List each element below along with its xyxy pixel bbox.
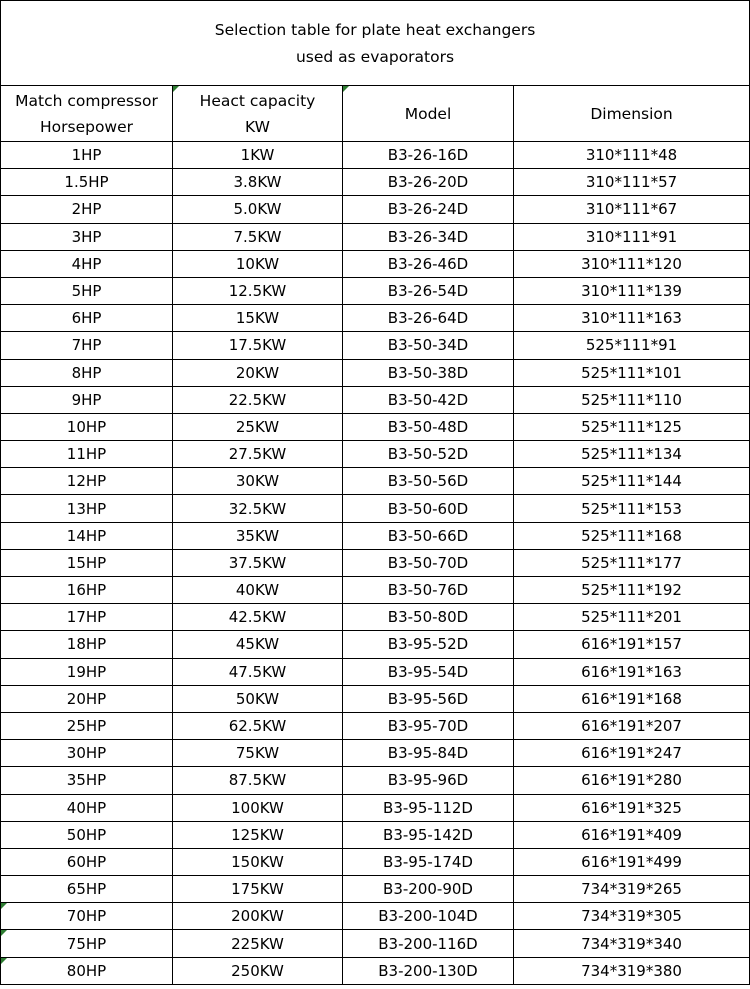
cell-capacity[interactable]	[173, 142, 343, 169]
cell-horsepower[interactable]	[1, 359, 173, 386]
cell-dimension-value: 310*111*163	[581, 309, 682, 328]
cell-horsepower-value: 20HP	[66, 689, 107, 708]
table-row	[1, 522, 750, 549]
cell-comment-marker	[1, 903, 7, 909]
cell-model-value: B3-26-24D	[387, 200, 469, 219]
cell-horsepower[interactable]	[1, 957, 173, 984]
cell-dimension[interactable]	[514, 277, 750, 304]
cell-horsepower[interactable]	[1, 903, 173, 930]
cell-horsepower[interactable]	[1, 767, 173, 794]
table-row	[1, 685, 750, 712]
cell-horsepower-value: 16HP	[66, 581, 107, 600]
cell-dimension-value: 525*111*110	[581, 390, 682, 409]
cell-horsepower[interactable]	[1, 468, 173, 495]
cell-horsepower-value: 40HP	[66, 798, 107, 817]
cell-horsepower[interactable]	[1, 441, 173, 468]
cell-capacity-value: 35KW	[235, 526, 280, 545]
cell-dimension[interactable]	[514, 413, 750, 440]
cell-capacity[interactable]	[173, 848, 343, 875]
table-row	[1, 876, 750, 903]
cell-horsepower-value: 14HP	[66, 526, 107, 545]
header-dimension[interactable]	[514, 86, 750, 142]
cell-model[interactable]	[343, 522, 514, 549]
cell-horsepower-value: 12HP	[66, 472, 107, 491]
cell-model-value: B3-95-112D	[383, 798, 473, 817]
cell-model[interactable]	[343, 332, 514, 359]
header-horsepower-line-1: Match compressor	[15, 91, 158, 110]
cell-model[interactable]	[343, 740, 514, 767]
cell-horsepower-value: 9HP	[71, 390, 102, 409]
cell-horsepower-value: 25HP	[66, 717, 107, 736]
table-row	[1, 767, 750, 794]
cell-model[interactable]	[343, 386, 514, 413]
cell-horsepower[interactable]	[1, 577, 173, 604]
cell-model-value: B3-50-56D	[387, 472, 469, 491]
cell-capacity-value: 125KW	[231, 825, 284, 844]
cell-dimension[interactable]	[514, 740, 750, 767]
cell-capacity-value: 3.8KW	[233, 173, 282, 192]
cell-dimension[interactable]	[514, 604, 750, 631]
cell-horsepower-value: 18HP	[66, 635, 107, 654]
cell-model[interactable]	[343, 549, 514, 576]
cell-dimension-value: 616*191*157	[581, 635, 682, 654]
cell-horsepower[interactable]	[1, 142, 173, 169]
cell-dimension-value: 734*319*340	[581, 934, 682, 953]
cell-model-value: B3-200-130D	[378, 961, 478, 980]
cell-horsepower[interactable]	[1, 631, 173, 658]
table-row	[1, 631, 750, 658]
cell-model[interactable]	[343, 169, 514, 196]
cell-horsepower-value: 30HP	[66, 744, 107, 763]
cell-capacity[interactable]	[173, 196, 343, 223]
cell-model[interactable]	[343, 930, 514, 957]
cell-dimension[interactable]	[514, 359, 750, 386]
cell-model[interactable]	[343, 577, 514, 604]
cell-model-value: B3-50-34D	[387, 336, 469, 355]
cell-capacity-value: 1KW	[240, 146, 275, 165]
cell-capacity-value: 7.5KW	[233, 227, 282, 246]
cell-capacity-value: 30KW	[235, 472, 280, 491]
cell-horsepower-value: 3HP	[71, 227, 102, 246]
cell-capacity[interactable]	[173, 441, 343, 468]
cell-horsepower-value: 1HP	[71, 146, 102, 165]
cell-model[interactable]	[343, 359, 514, 386]
cell-model[interactable]	[343, 495, 514, 522]
cell-dimension[interactable]	[514, 441, 750, 468]
cell-capacity[interactable]	[173, 386, 343, 413]
cell-capacity-value: 37.5KW	[228, 553, 287, 572]
cell-dimension[interactable]	[514, 903, 750, 930]
cell-horsepower[interactable]	[1, 332, 173, 359]
cell-capacity[interactable]	[173, 522, 343, 549]
cell-dimension-value: 525*111*153	[581, 499, 682, 518]
cell-model[interactable]	[343, 468, 514, 495]
table-title[interactable]	[1, 1, 750, 86]
cell-capacity-value: 42.5KW	[228, 608, 287, 627]
cell-capacity-value: 150KW	[231, 852, 284, 871]
cell-horsepower-value: 1.5HP	[64, 173, 109, 192]
cell-dimension-value: 616*191*280	[581, 771, 682, 790]
cell-dimension[interactable]	[514, 957, 750, 984]
table-row	[1, 359, 750, 386]
cell-capacity-value: 175KW	[231, 880, 284, 899]
header-row	[1, 86, 750, 142]
cell-horsepower[interactable]	[1, 305, 173, 332]
table-row	[1, 142, 750, 169]
table-row	[1, 658, 750, 685]
cell-horsepower-value: 5HP	[71, 282, 102, 301]
table-row	[1, 740, 750, 767]
header-capacity-line-2: KW	[245, 117, 270, 136]
cell-dimension-value: 525*111*177	[581, 553, 682, 572]
cell-capacity[interactable]	[173, 305, 343, 332]
cell-model-value: B3-26-54D	[387, 282, 469, 301]
cell-horsepower-value: 60HP	[66, 852, 107, 871]
cell-horsepower[interactable]	[1, 413, 173, 440]
cell-horsepower[interactable]	[1, 386, 173, 413]
cell-comment-marker	[343, 86, 349, 92]
cell-model-value: B3-50-48D	[387, 417, 469, 436]
cell-horsepower[interactable]	[1, 223, 173, 250]
cell-dimension[interactable]	[514, 712, 750, 739]
cell-dimension-value: 310*111*48	[585, 146, 678, 165]
cell-dimension-value: 525*111*134	[581, 445, 682, 464]
cell-dimension[interactable]	[514, 223, 750, 250]
table-row	[1, 848, 750, 875]
cell-dimension-value: 310*111*91	[585, 227, 678, 246]
cell-capacity[interactable]	[173, 930, 343, 957]
table-row	[1, 196, 750, 223]
cell-model-value: B3-200-116D	[378, 934, 478, 953]
cell-capacity-value: 22.5KW	[228, 390, 287, 409]
cell-comment-marker	[1, 958, 7, 964]
cell-dimension-value: 525*111*144	[581, 472, 682, 491]
cell-capacity-value: 20KW	[235, 363, 280, 382]
cell-model-value: B3-95-56D	[387, 689, 469, 708]
header-horsepower[interactable]	[1, 86, 173, 142]
cell-capacity-value: 250KW	[231, 961, 284, 980]
cell-horsepower-value: 7HP	[71, 336, 102, 355]
cell-capacity-value: 75KW	[235, 744, 280, 763]
cell-dimension-value: 734*319*305	[581, 907, 682, 926]
cell-capacity[interactable]	[173, 577, 343, 604]
cell-capacity[interactable]	[173, 658, 343, 685]
cell-model[interactable]	[343, 413, 514, 440]
cell-dimension[interactable]	[514, 767, 750, 794]
cell-capacity[interactable]	[173, 903, 343, 930]
cell-horsepower-value: 13HP	[66, 499, 107, 518]
cell-horsepower[interactable]	[1, 848, 173, 875]
cell-capacity[interactable]	[173, 359, 343, 386]
cell-model-value: B3-95-142D	[383, 825, 473, 844]
cell-capacity-value: 62.5KW	[228, 717, 287, 736]
cell-dimension[interactable]	[514, 142, 750, 169]
cell-dimension-value: 734*319*380	[581, 961, 682, 980]
cell-dimension-value: 616*191*247	[581, 744, 682, 763]
cell-capacity[interactable]	[173, 712, 343, 739]
cell-horsepower[interactable]	[1, 794, 173, 821]
cell-dimension-value: 525*111*192	[581, 581, 682, 600]
cell-comment-marker	[173, 86, 179, 92]
cell-capacity[interactable]	[173, 604, 343, 631]
cell-dimension[interactable]	[514, 848, 750, 875]
cell-dimension[interactable]	[514, 386, 750, 413]
title-line-2: used as evaporators	[295, 48, 455, 66]
table-row	[1, 250, 750, 277]
cell-model-value: B3-95-174D	[383, 852, 473, 871]
cell-horsepower[interactable]	[1, 821, 173, 848]
table-row	[1, 957, 750, 984]
cell-horsepower-value: 6HP	[71, 309, 102, 328]
cell-capacity-value: 47.5KW	[228, 662, 287, 681]
table-row	[1, 413, 750, 440]
cell-horsepower[interactable]	[1, 930, 173, 957]
cell-horsepower[interactable]	[1, 196, 173, 223]
cell-model-value: B3-95-84D	[387, 744, 469, 763]
cell-dimension[interactable]	[514, 685, 750, 712]
table-row	[1, 468, 750, 495]
cell-capacity-value: 12.5KW	[228, 282, 287, 301]
cell-horsepower[interactable]	[1, 658, 173, 685]
cell-capacity[interactable]	[173, 223, 343, 250]
cell-dimension[interactable]	[514, 930, 750, 957]
cell-comment-marker	[1, 930, 7, 936]
cell-model-value: B3-50-80D	[387, 608, 469, 627]
cell-capacity-value: 32.5KW	[228, 499, 287, 518]
cell-horsepower[interactable]	[1, 876, 173, 903]
cell-model[interactable]	[343, 685, 514, 712]
cell-capacity-value: 45KW	[235, 635, 280, 654]
cell-horsepower-value: 19HP	[66, 662, 107, 681]
cell-model-value: B3-50-60D	[387, 499, 469, 518]
cell-horsepower-value: 11HP	[66, 445, 107, 464]
table-row	[1, 386, 750, 413]
cell-horsepower[interactable]	[1, 277, 173, 304]
cell-capacity[interactable]	[173, 767, 343, 794]
cell-horsepower-value: 65HP	[66, 880, 107, 899]
cell-horsepower-value: 17HP	[66, 608, 107, 627]
cell-model-value: B3-26-34D	[387, 227, 469, 246]
cell-dimension[interactable]	[514, 658, 750, 685]
cell-model-value: B3-95-70D	[387, 717, 469, 736]
table-row	[1, 223, 750, 250]
cell-dimension[interactable]	[514, 495, 750, 522]
cell-horsepower-value: 8HP	[71, 363, 102, 382]
table-row	[1, 441, 750, 468]
table-row	[1, 495, 750, 522]
cell-horsepower[interactable]	[1, 250, 173, 277]
table-row	[1, 277, 750, 304]
cell-dimension[interactable]	[514, 468, 750, 495]
cell-horsepower-value: 70HP	[66, 907, 107, 926]
header-dimension-label: Dimension	[590, 104, 673, 123]
cell-capacity-value: 5.0KW	[233, 200, 282, 219]
cell-dimension[interactable]	[514, 821, 750, 848]
cell-dimension-value: 525*111*125	[581, 417, 682, 436]
cell-horsepower[interactable]	[1, 169, 173, 196]
header-capacity-line-1: Heact capacity	[199, 91, 316, 110]
cell-dimension[interactable]	[514, 196, 750, 223]
header-horsepower-line-2: Horsepower	[39, 117, 134, 136]
cell-dimension[interactable]	[514, 794, 750, 821]
cell-model[interactable]	[343, 767, 514, 794]
cell-dimension[interactable]	[514, 876, 750, 903]
cell-horsepower-value: 2HP	[71, 200, 102, 219]
cell-dimension-value: 525*111*91	[585, 336, 678, 355]
cell-capacity-value: 15KW	[235, 309, 280, 328]
cell-model[interactable]	[343, 277, 514, 304]
cell-capacity-value: 25KW	[235, 417, 280, 436]
cell-horsepower[interactable]	[1, 685, 173, 712]
cell-capacity[interactable]	[173, 549, 343, 576]
cell-dimension-value: 310*111*120	[581, 254, 682, 273]
cell-capacity-value: 17.5KW	[228, 336, 287, 355]
cell-dimension[interactable]	[514, 169, 750, 196]
table-row	[1, 332, 750, 359]
cell-horsepower-value: 15HP	[66, 553, 107, 572]
header-capacity[interactable]	[173, 86, 343, 142]
title-line-1: Selection table for plate heat exchangers	[214, 21, 536, 39]
cell-capacity-value: 200KW	[231, 907, 284, 926]
cell-model[interactable]	[343, 794, 514, 821]
cell-dimension-value: 616*191*207	[581, 717, 682, 736]
cell-dimension-value: 310*111*57	[585, 173, 678, 192]
cell-dimension[interactable]	[514, 250, 750, 277]
cell-dimension[interactable]	[514, 631, 750, 658]
cell-model-value: B3-50-42D	[387, 390, 469, 409]
cell-model[interactable]	[343, 196, 514, 223]
cell-dimension-value: 734*319*265	[581, 880, 682, 899]
cell-horsepower-value: 75HP	[66, 934, 107, 953]
cell-dimension-value: 525*111*201	[581, 608, 682, 627]
table-row	[1, 903, 750, 930]
cell-model[interactable]	[343, 250, 514, 277]
cell-horsepower[interactable]	[1, 522, 173, 549]
cell-dimension[interactable]	[514, 305, 750, 332]
cell-dimension-value: 616*191*163	[581, 662, 682, 681]
cell-capacity-value: 87.5KW	[228, 771, 287, 790]
cell-model[interactable]	[343, 821, 514, 848]
cell-horsepower-value: 4HP	[71, 254, 102, 273]
cell-capacity[interactable]	[173, 277, 343, 304]
cell-capacity-value: 10KW	[235, 254, 280, 273]
cell-horsepower-value: 50HP	[66, 825, 107, 844]
cell-dimension-value: 616*191*325	[581, 798, 682, 817]
cell-model-value: B3-95-54D	[387, 662, 469, 681]
table-row	[1, 821, 750, 848]
cell-dimension[interactable]	[514, 577, 750, 604]
cell-capacity[interactable]	[173, 876, 343, 903]
header-model[interactable]	[343, 86, 514, 142]
cell-horsepower-value: 80HP	[66, 961, 107, 980]
cell-capacity[interactable]	[173, 740, 343, 767]
table-row	[1, 712, 750, 739]
cell-model-value: B3-50-66D	[387, 526, 469, 545]
cell-dimension[interactable]	[514, 332, 750, 359]
cell-capacity-value: 225KW	[231, 934, 284, 953]
cell-dimension-value: 616*191*409	[581, 825, 682, 844]
cell-model-value: B3-26-64D	[387, 309, 469, 328]
cell-horsepower[interactable]	[1, 712, 173, 739]
cell-dimension[interactable]	[514, 522, 750, 549]
cell-capacity[interactable]	[173, 169, 343, 196]
header-model-label: Model	[404, 104, 452, 123]
cell-model-value: B3-26-16D	[387, 146, 469, 165]
cell-capacity[interactable]	[173, 332, 343, 359]
cell-model[interactable]	[343, 604, 514, 631]
cell-model-value: B3-95-96D	[387, 771, 469, 790]
table-row	[1, 169, 750, 196]
cell-model-value: B3-26-46D	[387, 254, 469, 273]
cell-model-value: B3-50-76D	[387, 581, 469, 600]
cell-dimension-value: 310*111*67	[585, 200, 678, 219]
cell-horsepower-value: 10HP	[66, 417, 107, 436]
cell-capacity-value: 40KW	[235, 581, 280, 600]
cell-model[interactable]	[343, 631, 514, 658]
cell-dimension-value: 616*191*499	[581, 852, 682, 871]
cell-capacity-value: 100KW	[231, 798, 284, 817]
cell-capacity[interactable]	[173, 250, 343, 277]
cell-model[interactable]	[343, 903, 514, 930]
cell-model-value: B3-50-52D	[387, 445, 469, 464]
cell-model-value: B3-26-20D	[387, 173, 469, 192]
cell-model-value: B3-50-70D	[387, 553, 469, 572]
cell-dimension-value: 525*111*101	[581, 363, 682, 382]
cell-capacity[interactable]	[173, 957, 343, 984]
cell-model[interactable]	[343, 142, 514, 169]
cell-model[interactable]	[343, 305, 514, 332]
table-row	[1, 930, 750, 957]
cell-model[interactable]	[343, 957, 514, 984]
cell-horsepower[interactable]	[1, 740, 173, 767]
cell-horsepower[interactable]	[1, 549, 173, 576]
cell-dimension-value: 310*111*139	[581, 282, 682, 301]
table-row	[1, 549, 750, 576]
cell-model-value: B3-200-104D	[378, 907, 478, 926]
cell-model-value: B3-200-90D	[383, 880, 473, 899]
title-row	[1, 1, 750, 86]
cell-dimension-value: 525*111*168	[581, 526, 682, 545]
cell-dimension-value: 616*191*168	[581, 689, 682, 708]
cell-model[interactable]	[343, 658, 514, 685]
cell-capacity-value: 27.5KW	[228, 445, 287, 464]
table-row	[1, 305, 750, 332]
cell-capacity-value: 50KW	[235, 689, 280, 708]
cell-model-value: B3-95-52D	[387, 635, 469, 654]
cell-model[interactable]	[343, 848, 514, 875]
cell-dimension[interactable]	[514, 549, 750, 576]
cell-capacity[interactable]	[173, 413, 343, 440]
cell-model[interactable]	[343, 223, 514, 250]
cell-horsepower[interactable]	[1, 604, 173, 631]
cell-capacity[interactable]	[173, 468, 343, 495]
cell-capacity[interactable]	[173, 631, 343, 658]
cell-capacity[interactable]	[173, 685, 343, 712]
cell-capacity[interactable]	[173, 821, 343, 848]
table-row	[1, 794, 750, 821]
cell-horsepower[interactable]	[1, 495, 173, 522]
cell-horsepower-value: 35HP	[66, 771, 107, 790]
cell-capacity[interactable]	[173, 495, 343, 522]
cell-model[interactable]	[343, 876, 514, 903]
table-row	[1, 604, 750, 631]
table-row	[1, 577, 750, 604]
cell-model[interactable]	[343, 441, 514, 468]
cell-model-value: B3-50-38D	[387, 363, 469, 382]
cell-capacity[interactable]	[173, 794, 343, 821]
cell-model[interactable]	[343, 712, 514, 739]
